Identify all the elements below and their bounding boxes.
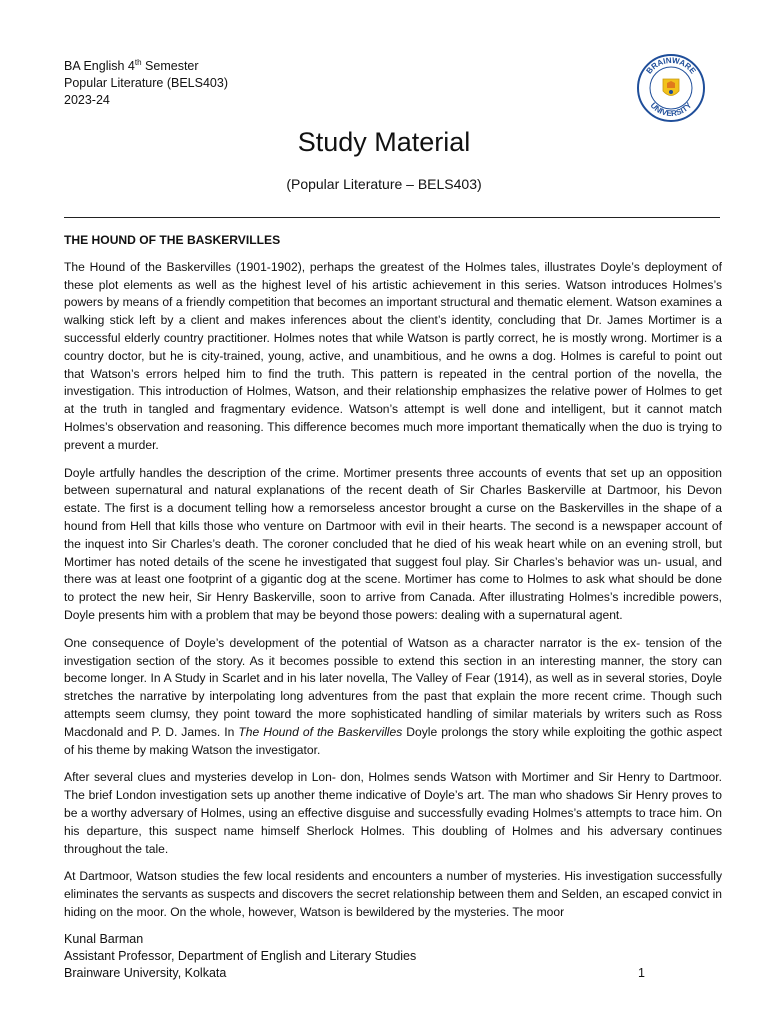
- author-position: Assistant Professor, Department of English and Literary Studies: [64, 949, 417, 963]
- book-title-italic: The Hound of the Baskervilles: [238, 724, 403, 739]
- svg-text:UNIVERSITY: UNIVERSITY: [648, 100, 694, 119]
- document-footer: [64, 931, 416, 982]
- svg-text:BRAINWARE: BRAINWARE: [644, 55, 698, 76]
- document-header: [64, 58, 228, 109]
- paragraph-3: One consequence of Doyle’s development of the potential of Watson as a character narrator is the ex- tension of the investigation section of the story. As it becomes possible to extend this section in an interesting manner, the story can become longer. In A Study in Scarlet and in his later novella, The Valley of Fear (1914), as well as in several stories, Doyle stretches the narrative by interpolating long adventures from the past that explain the more recent crime. Though such attempts seem clumsy, they point toward the more sophisticated handling of similar materials by writers such as Ross Macdonald and P. D. James. In The Hound of the Baskervilles Doyle prolongs the story while exploiting the gothic aspect of his theme by making Watson the investigator.: [64, 635, 722, 757]
- page-subtitle: (Popular Literature – BELS403): [286, 176, 482, 192]
- paragraph-5: At Dartmoor, Watson studies the few local residents and encounters a number of mysteries. His investigation successfully eliminates the servants as suspects and discovers the secret relationship between them and Selden, an escaped convict in hiding on the moor. On the whole, however, Watson is bewildered by the mysteries. The moor: [64, 869, 722, 919]
- paragraph-2: Doyle artfully handles the description of the crime. Mortimer presents three accounts of events that set up an opposition between supernatural and natural explanations of the recent death of Sir Charles Baskerville at Dartmoor, his Devon estate. The first is a document telling how a remorseless ancestor brought a curse on the Baskervilles in the shape of a hound from Hell that kills those who venture on Dartmoor with evil in their hearts. The second is a newspaper account of the inquest into Sir Charles’s death. The coroner concluded that he died of his weak heart while on an evening stroll, but Mortimer has noted details of the scene he investigated that suggest foul play. Sir Charles’s behavior was un- usual, and there was at least one footprint of a gigantic dog at the scene. Mortimer has come to Holmes to ask what should be done to protect the new heir, Sir Henry Baskerville, soon to arrive from Canada. After illustrating Holmes’s incredible powers, Doyle presents him with a problem that may be beyond those powers: dealing with a supernatural agent.: [64, 465, 722, 622]
- brainware-university-logo: [636, 53, 706, 123]
- horizontal-rule: [64, 217, 720, 218]
- page-title: Study Material: [297, 127, 471, 157]
- author-name: Kunal Barman: [64, 932, 144, 946]
- document-body: [64, 232, 722, 945]
- course-code: Popular Literature (BELS403): [64, 76, 228, 90]
- paragraph-4: After several clues and mysteries develop in Lon- don, Holmes sends Watson with Mortimer and Sir Henry to Dartmoor. The brief London investigation sets up another theme indicative of Doyle’s art. The man who shadows Sir Henry proves to be a worthy adversary of Holmes, using an effective disguise and successfully evading Holmes’s attempts to trace him. On his departure, this suspect name himself Sherlock Holmes. This doubling of Holmes and his adversary continues throughout the tale.: [64, 770, 722, 856]
- course-line: BA English 4th Semester: [64, 57, 199, 73]
- author-institution: Brainware University, Kolkata: [64, 966, 227, 980]
- page-number: 1: [638, 966, 645, 980]
- academic-year: 2023-24: [64, 93, 110, 107]
- section-heading: THE HOUND OF THE BASKERVILLES: [64, 233, 281, 247]
- paragraph-1: The Hound of the Baskervilles (1901-1902), perhaps the greatest of the Holmes tales, illustrates Doyle’s deployment of these plot elements as well as the highest level of his artistic achievement in this series. Watson introduces Holmes’s powers by means of a friendly competition that becomes an important structural and thematic element. Watson examines a walking stick left by a client and makes inferences about the client’s identity, concluding that Dr. James Mortimer is a successful elderly country practitioner. Holmes notes that while Watson is partly correct, he is mostly wrong. Mortimer is a country doctor, but he is city-trained, young, active, and unambitious, and he owns a dog. Holmes is careful to point out that Watson’s errors helped him to find the truth. This pattern is repeated in the central portion of the novella, the investigation. This introduction of Holmes, Watson, and their relationship emphasizes the relative power of Holmes to get at the truth in tangled and fragmentary evidence. Watson’s attempt is well done and intelligent, but it cannot match Holmes’s observation and reasoning. This difference becomes much more important thematically when the duo is trying to prevent a murder.: [64, 259, 722, 452]
